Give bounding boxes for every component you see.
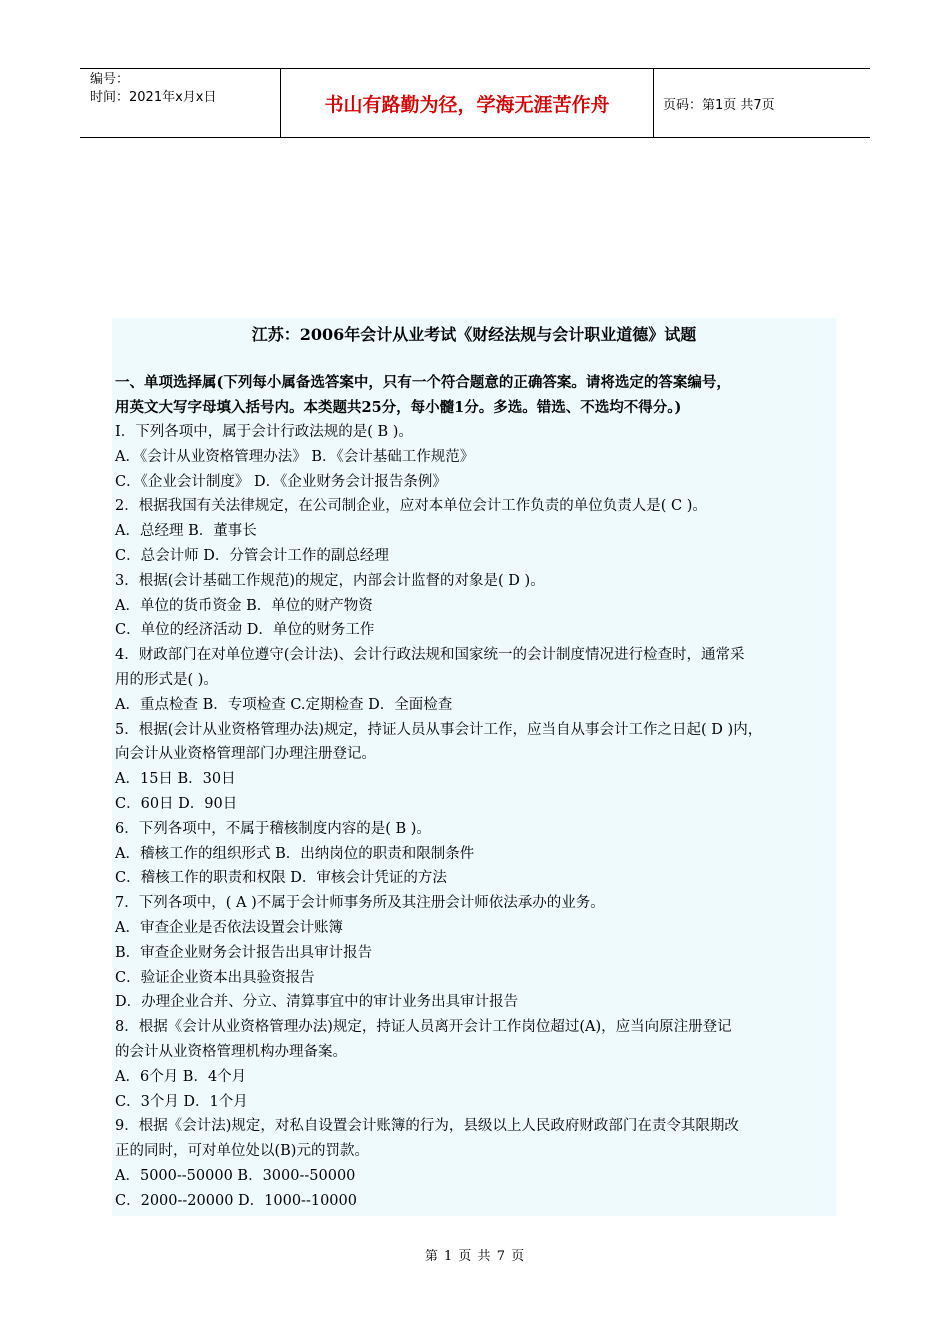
question-line: D．办理企业合并、分立、清算事宜中的审计业务出具审计报告 [115, 994, 519, 1011]
question-line: A．《会计从业资格管理办法》 B．《会计基础工作规范》 [115, 448, 475, 465]
document-title: 江苏：2006年会计从业考试《财经法规与会计职业道德》试题 [251, 325, 697, 344]
question-line: C．单位的经济活动 D．单位的财务工作 [115, 622, 375, 639]
question-line: C．3个月 D．1个月 [115, 1093, 248, 1110]
question-line: C．2000--20000 D．1000--10000 [115, 1192, 357, 1209]
question-line: A．审查企业是否依法设置会计账簿 [115, 919, 343, 936]
question-line: 7．下列各项中，( A )不属于会计师事务所及其注册会计师依法承办的业务。 [115, 895, 605, 912]
header-page-info: 页码：第1页 共7页 [663, 97, 775, 113]
page-header [80, 68, 870, 138]
question-line: A．重点检查 B．专项检查 C.定期检查 D．全面检查 [115, 696, 453, 713]
question-list [115, 420, 835, 1214]
header-motto: 书山有路勤为径，学海无涯苦作舟 [281, 69, 654, 137]
question-line: 向会计从业资格管理部门办理注册登记。 [115, 746, 376, 763]
date-label: 时间：2021年x月x日 [90, 90, 217, 105]
question-line: A．5000--50000 B．3000--50000 [115, 1167, 356, 1184]
section-heading-line: 用英文大写字母填入括号内。本类题共25分，每小髓1分。多选。错选、不选均不得分。) [115, 399, 682, 416]
question-line: 9．根据《会计法)规定，对私自设置会计账簿的行为，县级以上人民政府财政部门在责令其限期改 [115, 1118, 739, 1135]
question-line: 8．根据《会计从业资格管理办法)规定，持证人员离开会计工作岗位超过(A)，应当向原注册登记 [115, 1019, 732, 1036]
question-line: 的会计从业资格管理机构办理备案。 [115, 1043, 347, 1060]
question-line: C．验证企业资本出具验资报告 [115, 969, 315, 986]
question-line: 用的形式是( )。 [115, 671, 218, 688]
header-meta [80, 69, 281, 137]
question-line: 6．下列各项中，不属于稽核制度内容的是( B )。 [115, 820, 431, 837]
question-line: I．下列各项中，属于会计行政法规的是( B )。 [115, 424, 413, 440]
number-label: 编号： [90, 72, 130, 87]
question-line: A．稽核工作的组织形式 B．出纳岗位的职责和限制条件 [115, 845, 475, 862]
question-line: 3．根据(会计基础工作规范)的规定，内部会计监督的对象是( D )。 [115, 572, 545, 589]
section-heading-line: 一、单项选择属(下列每小属备选答案中，只有一个符合题意的正确答案。请将选定的答案编号， [115, 374, 731, 391]
exam-content [112, 318, 836, 1216]
question-line: A．总经理 B．董事长 [115, 523, 257, 540]
question-line: C．稽核工作的职责和权限 D．审核会计凭证的方法 [115, 870, 447, 887]
question-line: A．单位的货币资金 B．单位的财产物资 [115, 597, 373, 614]
question-line: C．60日 D．90日 [115, 795, 238, 812]
question-line: 2．根据我国有关法律规定，在公司制企业，应对本单位会计工作负责的单位负责人是( C )。 [115, 498, 707, 515]
section-heading [115, 370, 831, 420]
question-line: A．15日 B．30日 [115, 771, 236, 788]
question-line: B．审查企业财务会计报告出具审计报告 [115, 944, 373, 961]
question-line: C．《企业会计制度》 D．《企业财务会计报告条例》 [115, 473, 447, 490]
question-line: C．总会计师 D．分管会计工作的副总经理 [115, 547, 389, 564]
question-line: 正的同时，可对单位处以(B)元的罚款。 [115, 1143, 369, 1160]
question-line: 4．财政部门在对单位遵守(会计法)、会计行政法规和国家统一的会计制度情况进行检查时，通常采 [115, 647, 745, 664]
question-line: A．6个月 B．4个月 [115, 1068, 247, 1085]
page-footer: 第 1 页 共 7 页 [424, 1249, 526, 1264]
question-line: 5．根据(会计从业资格管理办法)规定，持证人员从事会计工作，应当自从事会计工作之日起( D )内， [115, 721, 763, 738]
